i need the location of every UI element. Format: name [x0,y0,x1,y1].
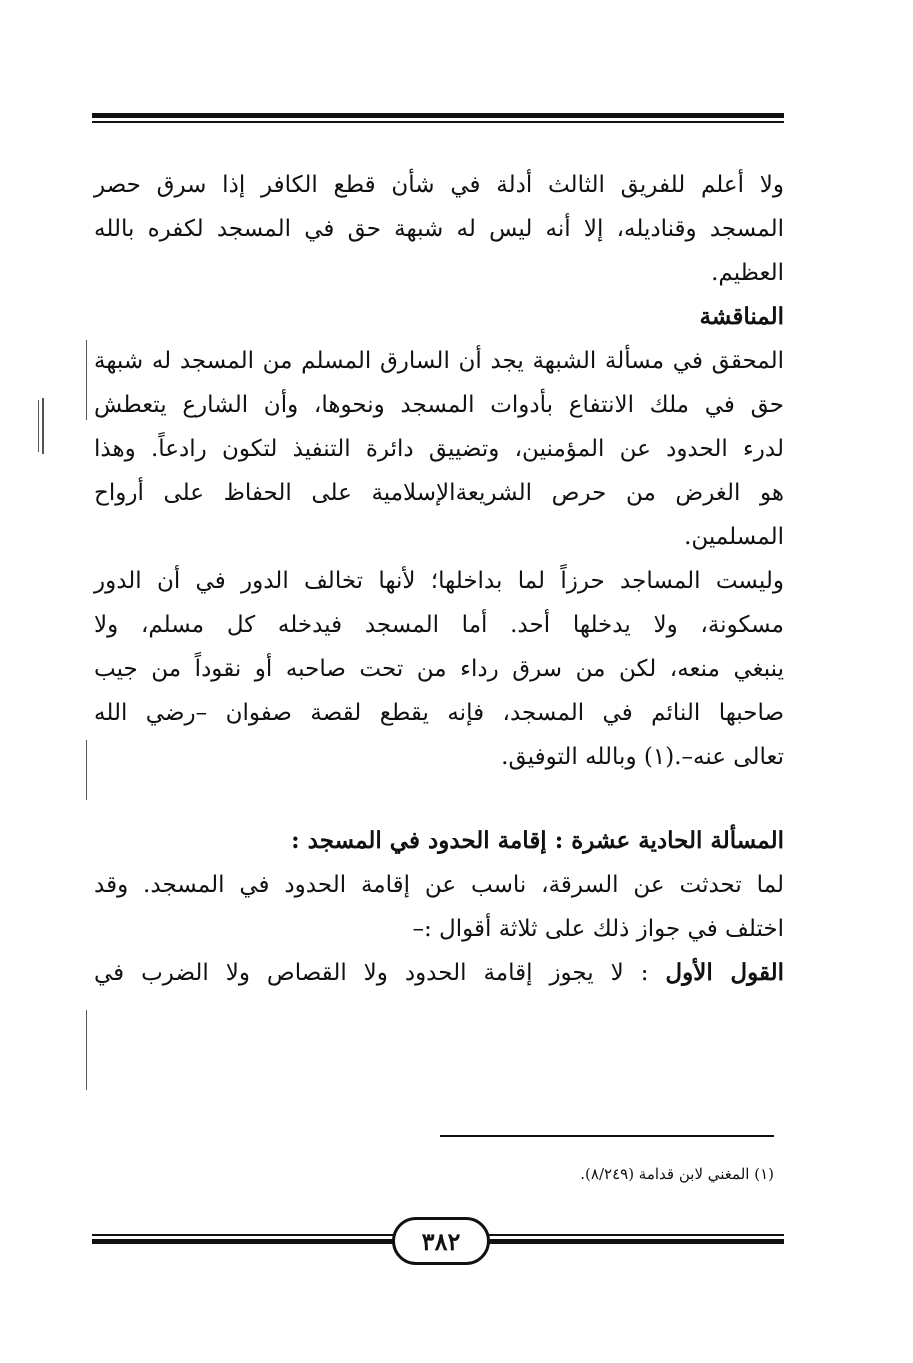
margin-bar [42,398,44,454]
text-line: حق في ملك الانتفاع بأدوات المسجد ونحوها، وأن الشارع يتعطش [94,392,784,418]
text-line: المحقق في مسألة الشبهة يجد أن السارق المسلم من المسجد له شبهة [94,348,784,374]
text-line: ينبغي منعه، لكن من سرق رداء من تحت صاحبه أو نقوداً من جيب [94,656,784,682]
first-opinion-text: : لا يجوز إقامة الحدود ولا القصاص ولا الضرب في [94,960,666,986]
text-line: وليست المساجد حرزاً لما بداخلها؛ لأنها تخالف الدور في أن الدور [94,568,784,594]
margin-bar [86,340,87,420]
margin-bar [38,400,39,452]
page-number: ٣٨٢ [392,1217,490,1265]
main-text [94,163,784,995]
text-line: صاحبها النائم في المسجد، فإنه يقطع لقصة صفوان –رضي الله [94,700,784,726]
margin-bar [86,1010,87,1090]
footnote: (١) المغني لابن قدامة (٨/٢٤٩). [580,1165,774,1183]
text-line: مسكونة، ولا يدخلها أحد. أما المسجد فيدخله كل مسلم، ولا [94,612,784,638]
margin-bar [86,740,87,800]
text-line: المسجد وقناديله، إلا أنه ليس له شبهة حق في المسجد لكفره بالله [94,216,784,242]
section-gap [94,779,784,819]
first-opinion-lead: القول الأول [665,959,785,986]
header-double-rule [92,113,784,123]
first-opinion-line [94,951,784,995]
text-line: ولا أعلم للفريق الثالث أدلة في شأن قطع الكافر إذا سرق حصر [94,172,784,198]
text-line: المسلمين. [684,524,784,550]
text-line: لما تحدثت عن السرقة، ناسب عن إقامة الحدود في المسجد. وقد [94,872,784,898]
section-heading-discussion: المناقشة [699,303,784,330]
section-heading-issue: المسألة الحادية عشرة : إقامة الحدود في المسجد : [291,827,784,854]
header-rule-thin [92,121,784,123]
text-line: اختلف في جواز ذلك على ثلاثة أقوال :– [412,916,784,942]
text-line: هو الغرض من حرص الشريعةالإسلامية على الحفاظ على أرواح [94,480,784,506]
header-rule-thick [92,113,784,118]
footnote-separator [440,1135,774,1137]
text-line: العظيم. [711,260,784,286]
text-line: تعالى عنه–.(١) وبالله التوفيق. [501,744,784,770]
text-line: لدرء الحدود عن المؤمنين، وتضييق دائرة التنفيذ لتكون رادعاً. وهذا [94,436,784,462]
